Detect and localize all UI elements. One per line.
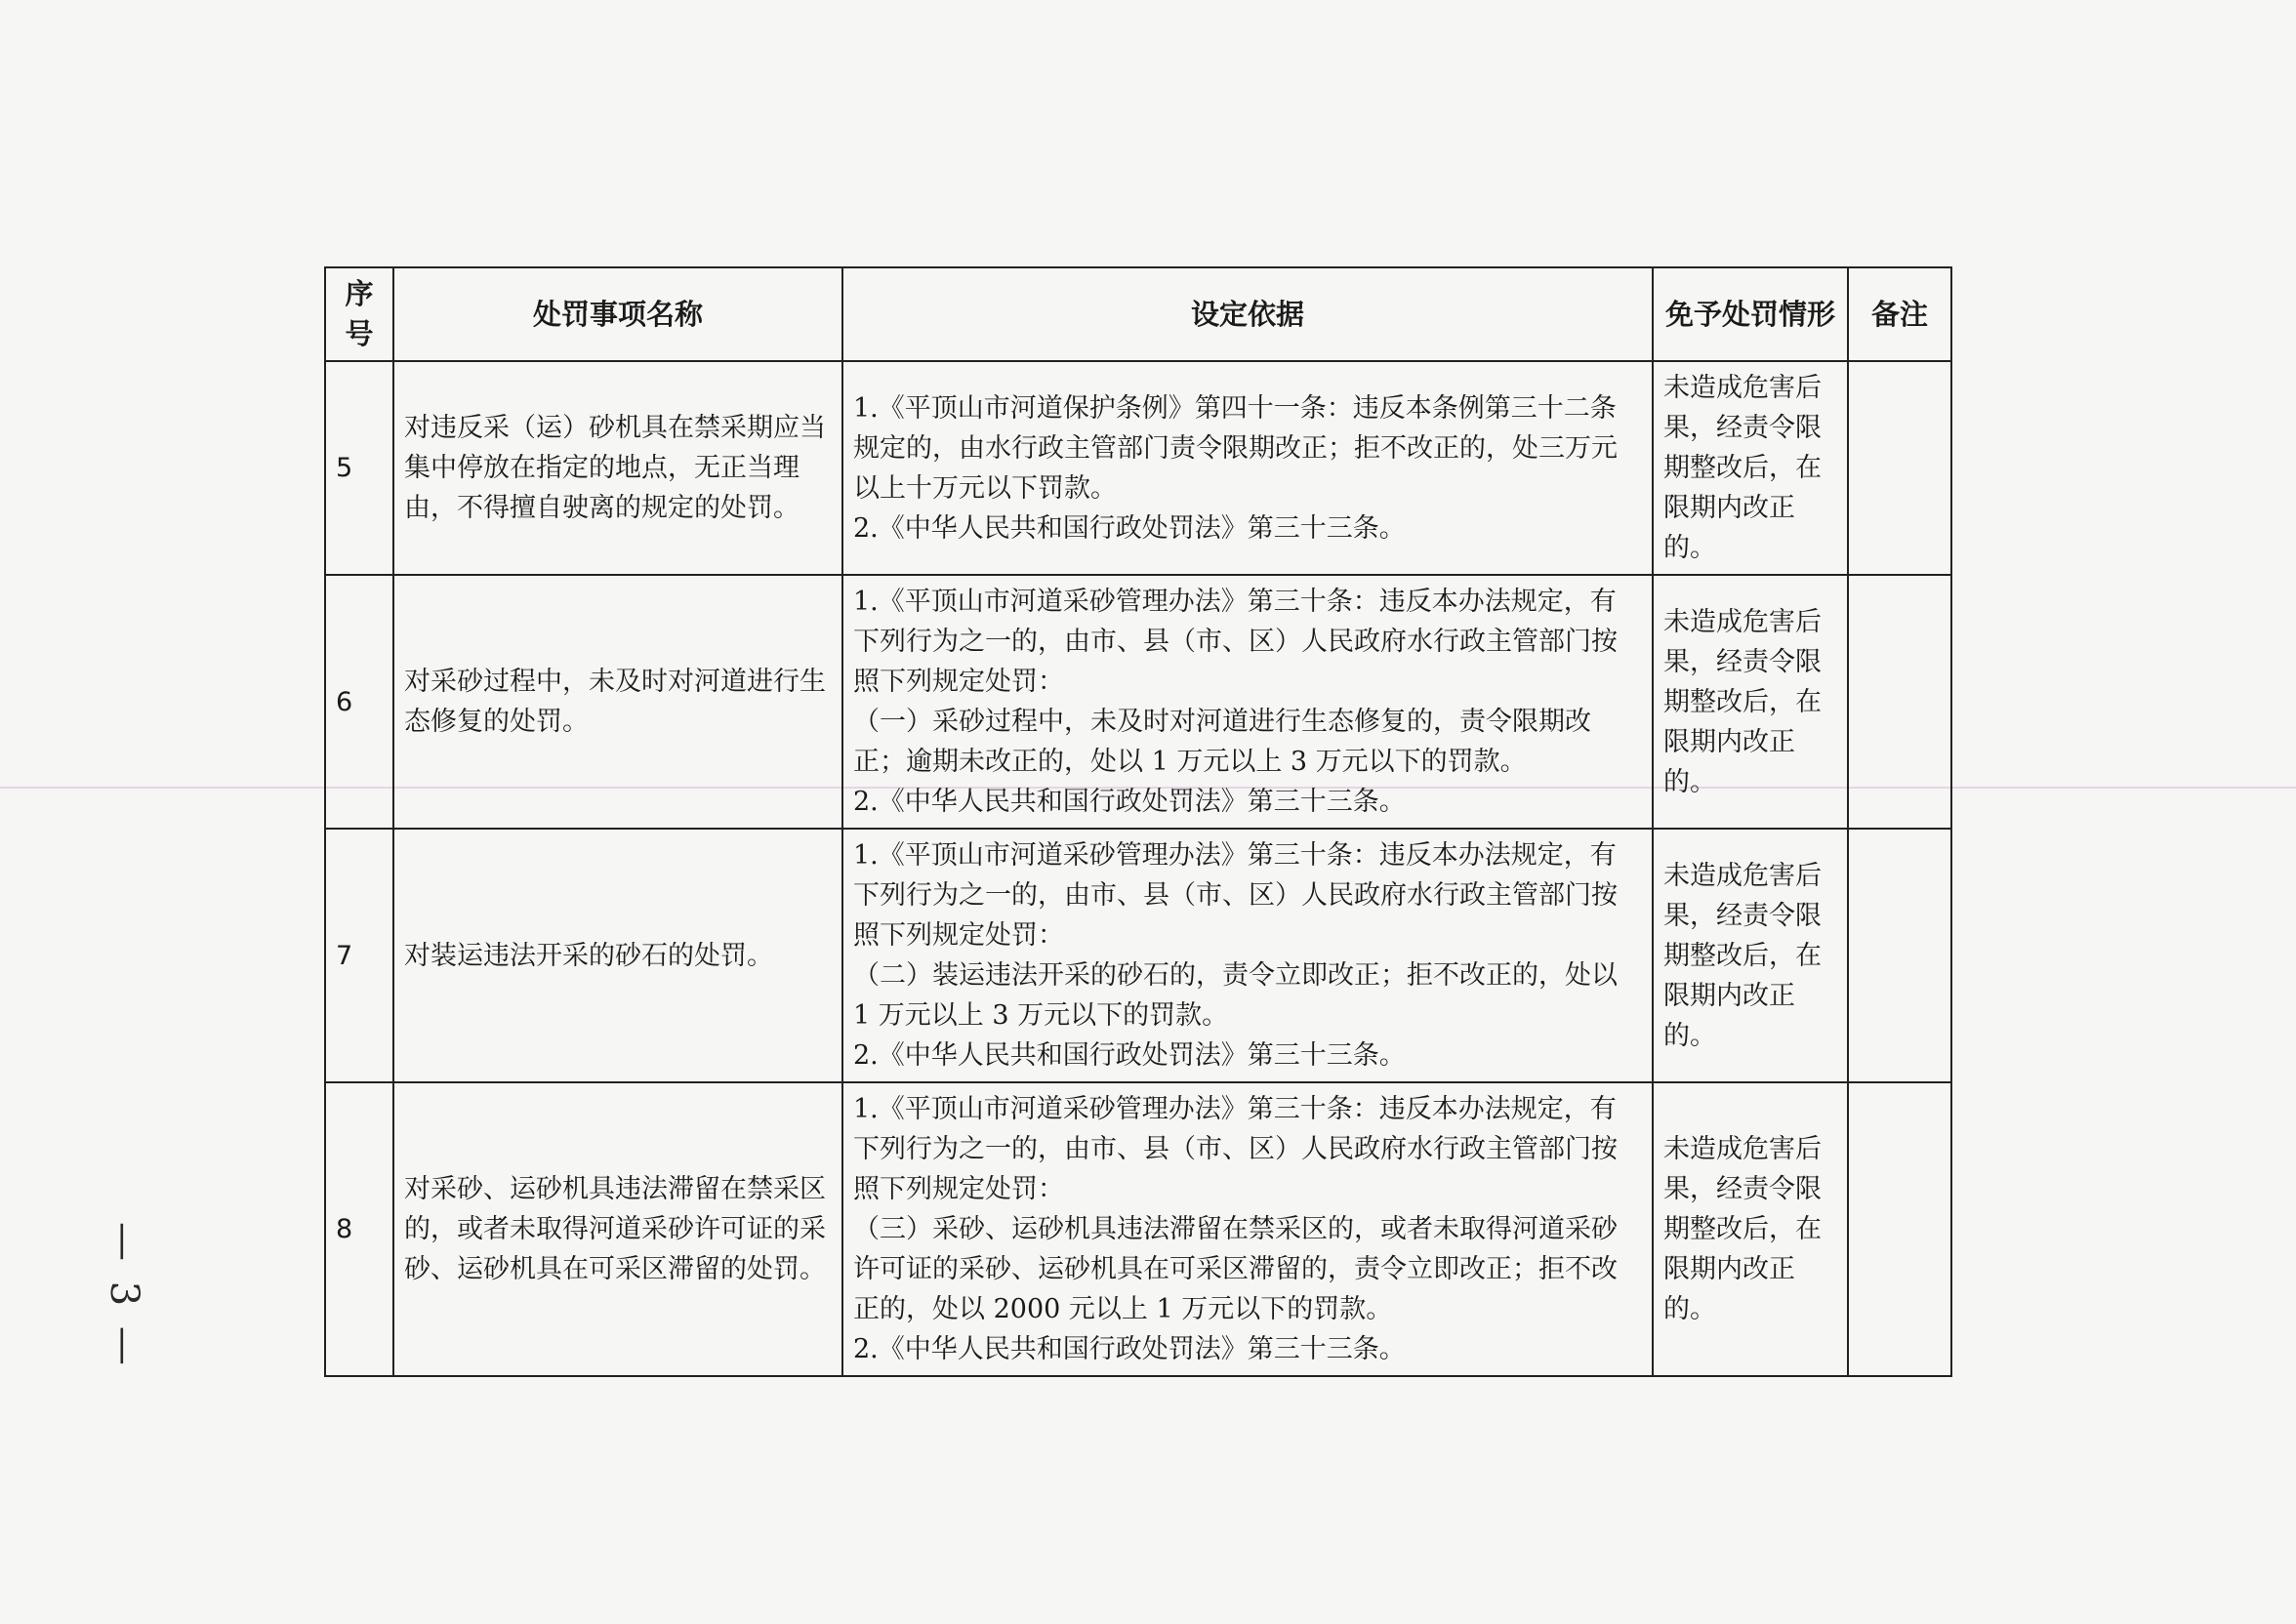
basis-line: 1.《平顶山市河道保护条例》第四十一条：违反本条例第三十二条规定的，由水行政主管部门责令限期改正；拒不改正的，处三万元以上十万元以下罚款。 [853, 392, 1618, 504]
row-basis [842, 575, 1653, 829]
row-remarks [1848, 1082, 1951, 1376]
header-basis: 设定依据 [842, 267, 1653, 361]
row-exemption: 未造成危害后果，经责令限期整改后，在限期内改正的。 [1653, 829, 1848, 1082]
row-no: 7 [325, 829, 393, 1082]
row-name: 对装运违法开采的砂石的处罚。 [393, 829, 842, 1082]
table-row [325, 361, 1951, 575]
row-no: 5 [325, 361, 393, 575]
header-exemption: 免予处罚情形 [1653, 267, 1848, 361]
basis-line: （二）装运违法开采的砂石的，责令立即改正；拒不改正的，处以 1 万元以上 3 万元以下的罚款。 [853, 960, 1618, 1031]
table-row [325, 575, 1951, 829]
row-remarks [1848, 361, 1951, 575]
row-remarks [1848, 575, 1951, 829]
table-row [325, 829, 1951, 1082]
header-no: 序号 [325, 267, 393, 361]
row-name: 对违反采（运）砂机具在禁采期应当集中停放在指定的地点，无正当理由，不得擅自驶离的规定的处罚。 [393, 361, 842, 575]
row-remarks [1848, 829, 1951, 1082]
table-header-row [325, 267, 1951, 361]
header-name: 处罚事项名称 [393, 267, 842, 361]
row-basis [842, 361, 1653, 575]
row-name: 对采砂、运砂机具违法滞留在禁采区的，或者未取得河道采砂许可证的采砂、运砂机具在可采区滞留的处罚。 [393, 1082, 842, 1376]
row-exemption: 未造成危害后果，经责令限期整改后，在限期内改正的。 [1653, 361, 1848, 575]
basis-line: 2.《中华人民共和国行政处罚法》第三十三条。 [853, 1334, 1406, 1364]
table-row [325, 1082, 1951, 1376]
header-remarks: 备注 [1848, 267, 1951, 361]
row-exemption: 未造成危害后果，经责令限期整改后，在限期内改正的。 [1653, 1082, 1848, 1376]
penalty-table [324, 266, 1952, 1377]
row-name: 对采砂过程中，未及时对河道进行生态修复的处罚。 [393, 575, 842, 829]
row-basis [842, 829, 1653, 1082]
row-no: 6 [325, 575, 393, 829]
basis-line: （三）采砂、运砂机具违法滞留在禁采区的，或者未取得河道采砂许可证的采砂、运砂机具在可采区滞留的，责令立即改正；拒不改正的，处以 2000 元以上 1 万元以下的罚款。 [853, 1214, 1618, 1324]
basis-line: 2.《中华人民共和国行政处罚法》第三十三条。 [853, 787, 1406, 817]
row-basis [842, 1082, 1653, 1376]
basis-line: 1.《平顶山市河道采砂管理办法》第三十条：违反本办法规定，有下列行为之一的，由市、县（市、区）人民政府水行政主管部门按照下列规定处罚： [853, 587, 1618, 697]
row-exemption: 未造成危害后果，经责令限期整改后，在限期内改正的。 [1653, 575, 1848, 829]
basis-line: 2.《中华人民共和国行政处罚法》第三十三条。 [853, 1040, 1406, 1071]
page-number: — 3 — [102, 1222, 146, 1369]
basis-line: 2.《中华人民共和国行政处罚法》第三十三条。 [853, 512, 1406, 544]
basis-line: 1.《平顶山市河道采砂管理办法》第三十条：违反本办法规定，有下列行为之一的，由市、县（市、区）人民政府水行政主管部门按照下列规定处罚： [853, 840, 1618, 951]
basis-line: 1.《平顶山市河道采砂管理办法》第三十条：违反本办法规定，有下列行为之一的，由市、县（市、区）人民政府水行政主管部门按照下列规定处罚： [853, 1094, 1618, 1204]
basis-line: （一）采砂过程中，未及时对河道进行生态修复的，责令限期改正；逾期未改正的，处以 1 万元以上 3 万元以下的罚款。 [853, 707, 1591, 777]
row-no: 8 [325, 1082, 393, 1376]
